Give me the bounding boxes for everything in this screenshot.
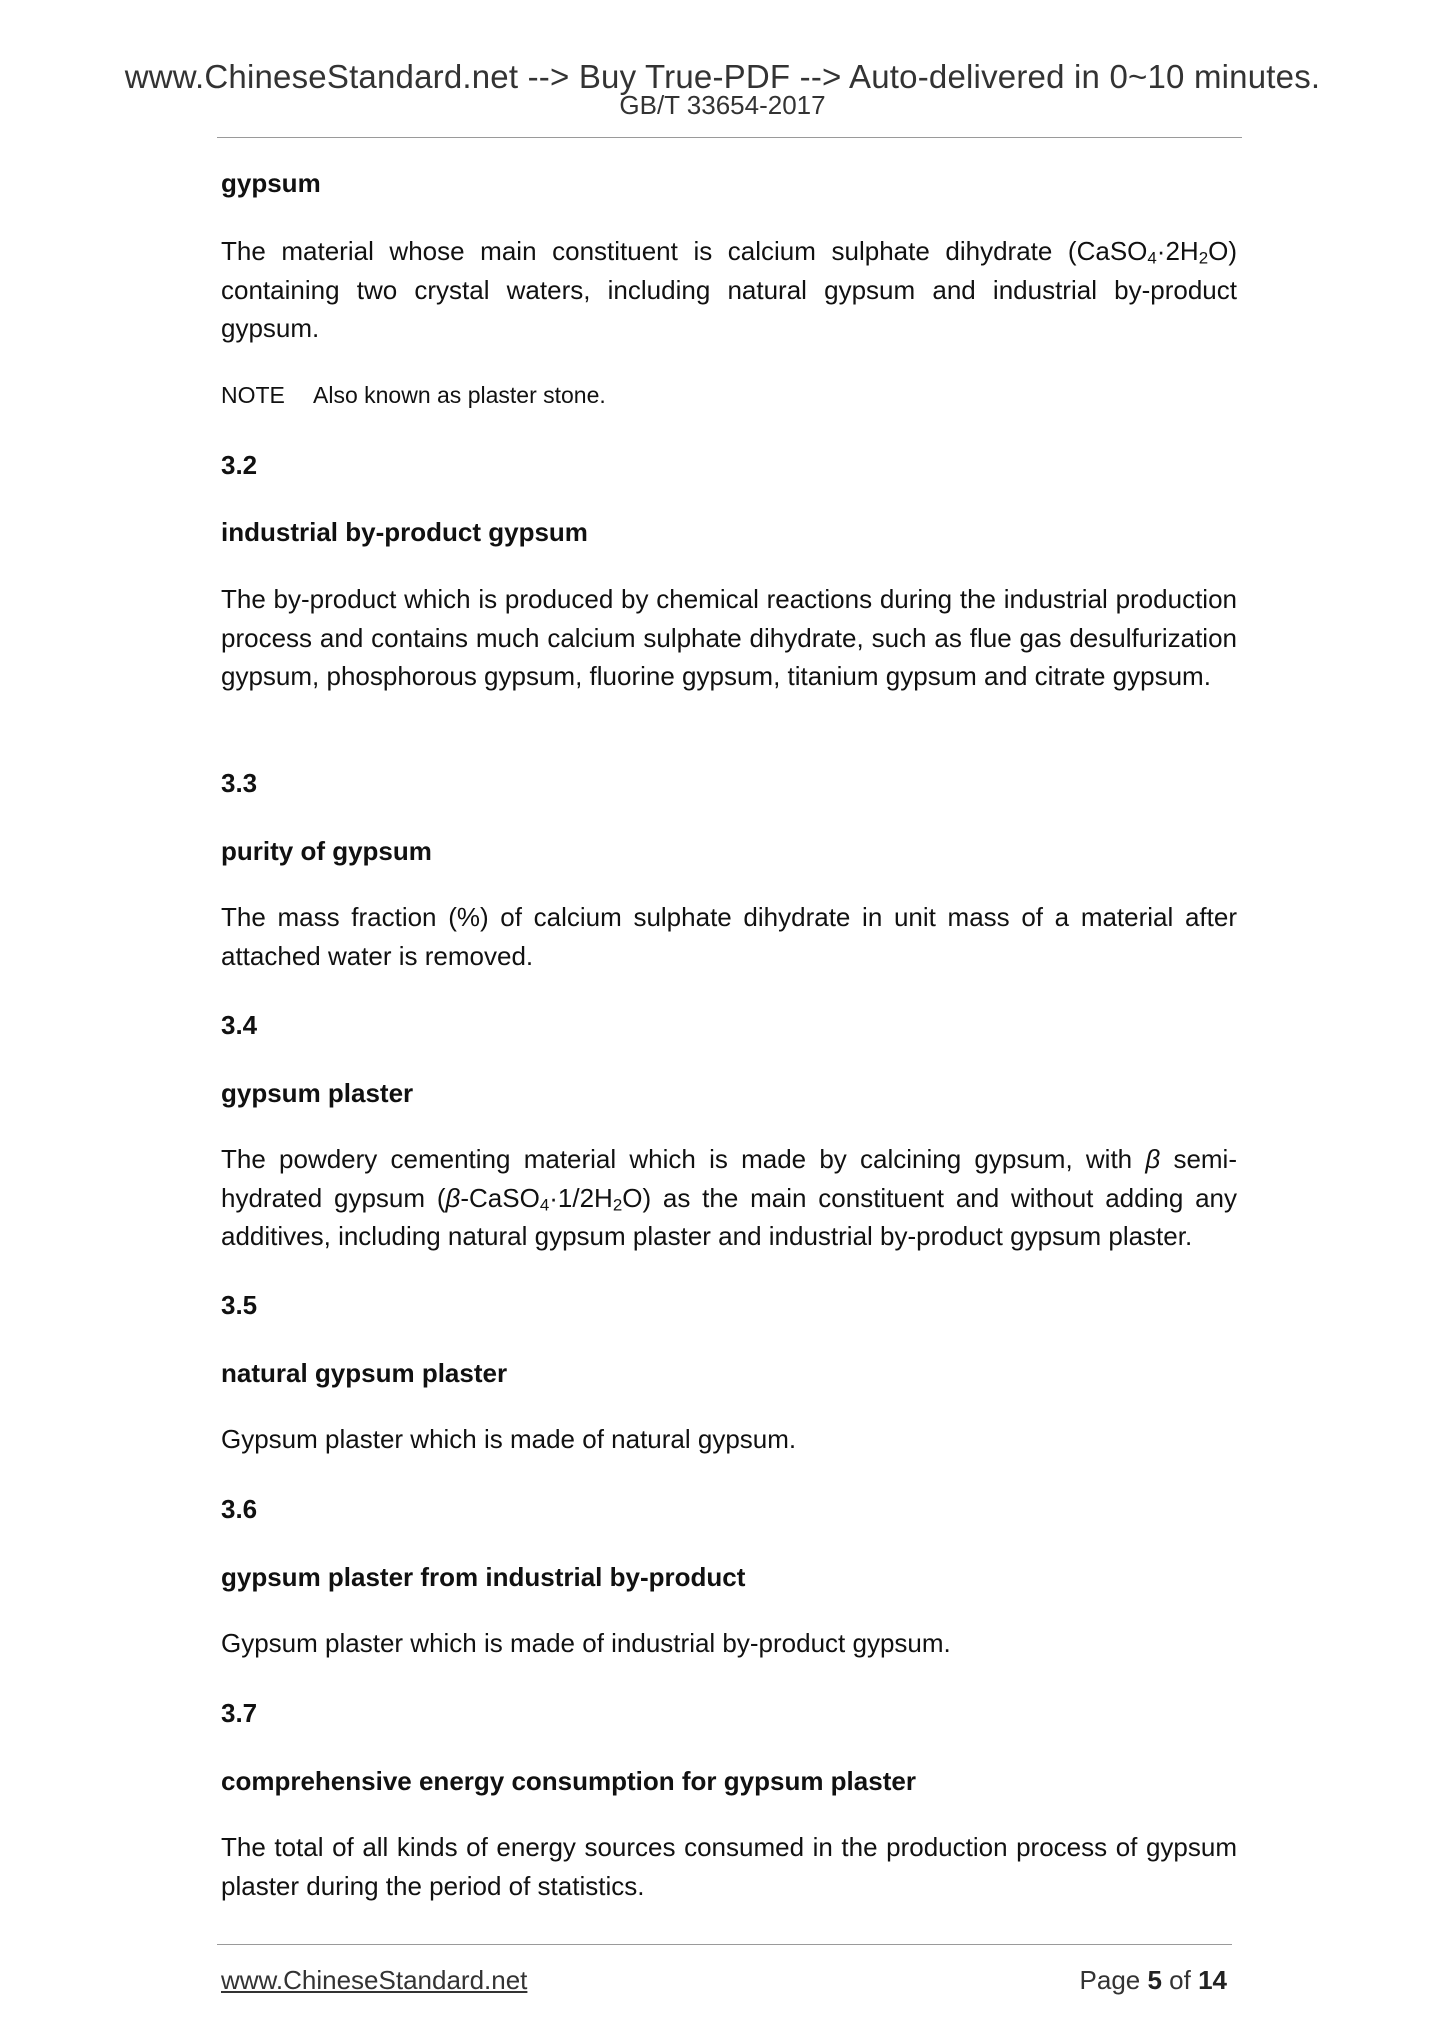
definition-text: semi-hydrated gypsum ( — [221, 1144, 1237, 1213]
footer-website-link[interactable]: www.ChineseStandard.net — [221, 1965, 528, 1995]
section-number-3-3: 3.3 — [221, 768, 258, 798]
section-number-3-7: 3.7 — [221, 1698, 258, 1728]
definition-comprehensive-energy-consumption: The total of all kinds of energy sources consumed in the production process of gypsum plaster during the period of statistics. — [221, 1832, 1237, 1901]
term-natural-gypsum-plaster: natural gypsum plaster — [221, 1358, 508, 1388]
subscript: 4 — [539, 1194, 550, 1214]
definition-text: O) containing two crystal waters, including natural gypsum and industrial by-product gypsum. — [221, 236, 1237, 343]
definition-text: ·1/2H — [549, 1182, 613, 1213]
page-indicator — [1080, 1965, 1227, 1996]
definition-text: -CaSO — [460, 1182, 540, 1213]
definition-gypsum — [221, 232, 1237, 348]
page-prefix: Page — [1079, 1965, 1148, 1995]
header-divider — [217, 137, 1242, 138]
definition-text: ·2H — [1156, 236, 1199, 266]
section-number-3-6: 3.6 — [221, 1494, 258, 1524]
section-number-3-2: 3.2 — [221, 450, 258, 480]
beta-symbol: β — [445, 1182, 461, 1213]
subscript: 4 — [1147, 248, 1157, 268]
definition-purity-of-gypsum: The mass fraction (%) of calcium sulphate dihydrate in unit mass of a material after attached water is removed. — [221, 902, 1237, 971]
definition-gypsum-plaster-from-industrial-by-product: Gypsum plaster which is made of industrial by-product gypsum. — [221, 1628, 951, 1658]
subscript: 2 — [612, 1194, 623, 1214]
definition-text: O) as the main constituent and without adding any additives, including natural gypsum plaster and industrial by-product gypsum plaster. — [221, 1182, 1238, 1251]
section-number-3-4: 3.4 — [221, 1010, 258, 1040]
definition-industrial-by-product-gypsum: The by-product which is produced by chemical reactions during the industrial production process and contains much calcium sulphate dihydrate, such as flue gas desulfurization gypsum, phosphorous gypsum, fluorine gypsum, titanium gypsum and citrate gypsum. — [221, 584, 1237, 691]
page-total: 14 — [1198, 1965, 1227, 1995]
subscript: 2 — [1198, 248, 1209, 268]
section-number-3-5: 3.5 — [221, 1290, 258, 1320]
term-purity-of-gypsum: purity of gypsum — [221, 836, 432, 866]
term-gypsum-plaster: gypsum plaster — [221, 1078, 414, 1108]
document-code: GB/T 33654-2017 — [619, 90, 826, 120]
page-of: of — [1161, 1965, 1199, 1995]
term-gypsum-plaster-from-industrial-by-product: gypsum plaster from industrial by-product — [221, 1562, 746, 1592]
note-gypsum — [221, 382, 1237, 409]
term-gypsum: gypsum — [221, 168, 321, 198]
definition-text: The powdery cementing material which is made by calcining gypsum, with — [221, 1144, 1146, 1174]
page-current: 5 — [1147, 1965, 1162, 1995]
beta-symbol: β — [1145, 1144, 1161, 1174]
footer-divider — [217, 1944, 1232, 1945]
top-banner: www.ChineseStandard.net --> Buy True-PDF --> Auto-delivered in 0~10 minutes. — [124, 58, 1321, 95]
definition-natural-gypsum-plaster: Gypsum plaster which is made of natural gypsum. — [221, 1424, 797, 1454]
term-industrial-by-product-gypsum: industrial by-product gypsum — [221, 517, 588, 547]
term-comprehensive-energy-consumption: comprehensive energy consumption for gypsum plaster — [221, 1766, 916, 1796]
definition-gypsum-plaster — [221, 1140, 1237, 1256]
note-label: NOTE — [221, 382, 285, 408]
note-text: Also known as plaster stone. — [313, 382, 606, 408]
definition-text: The material whose main constituent is calcium sulphate dihydrate (CaSO — [221, 236, 1148, 266]
